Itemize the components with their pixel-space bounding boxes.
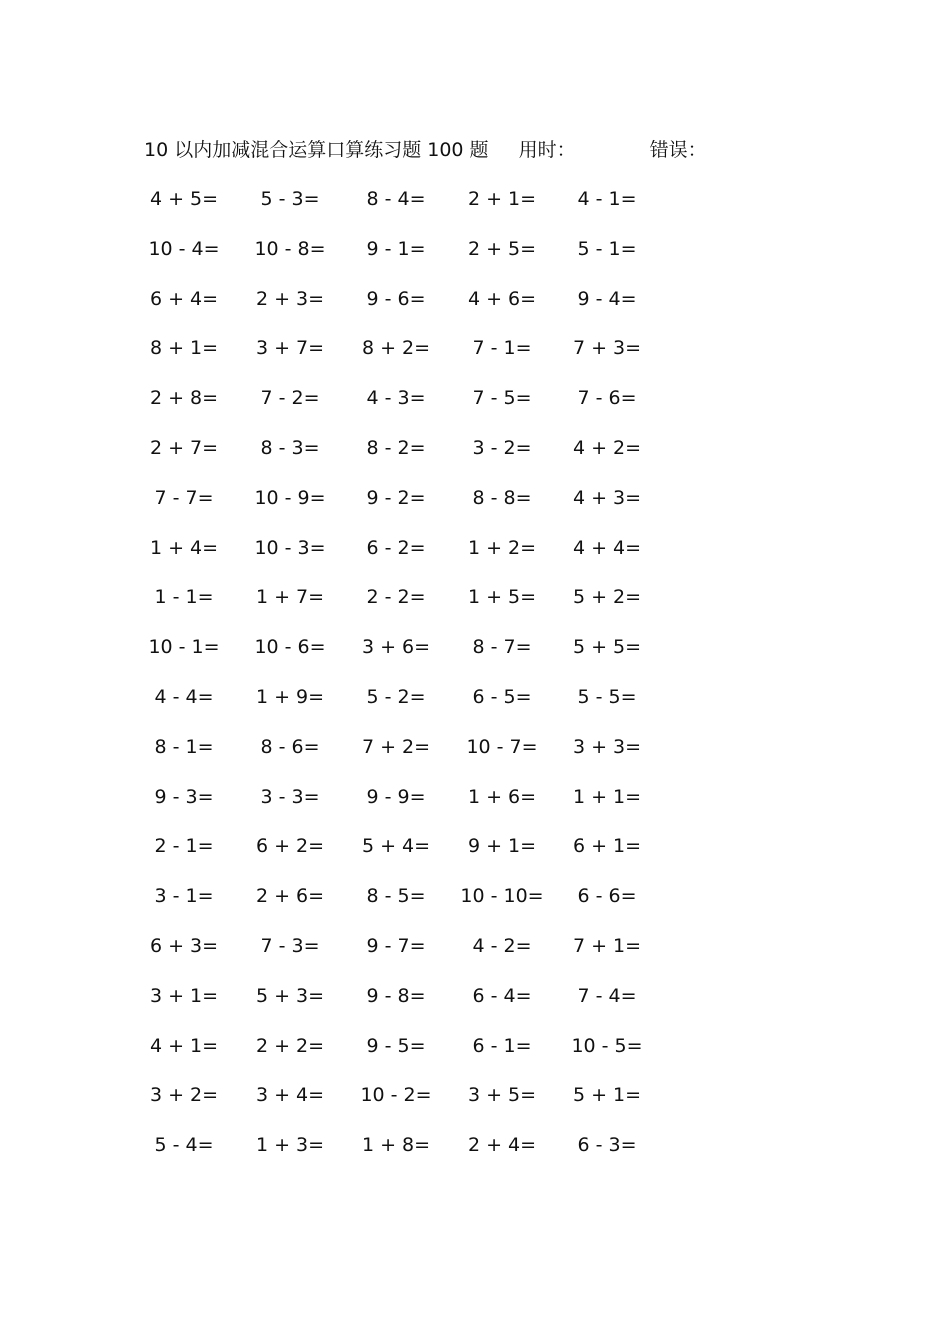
problem-item: 2 + 6= <box>255 885 325 908</box>
problem-item: 1 + 8= <box>361 1134 431 1157</box>
problem-item: 10 - 3= <box>254 536 326 559</box>
problem-item: 1 - 1= <box>154 586 214 609</box>
problem-item: 8 - 1= <box>154 735 214 758</box>
problem-item: 8 - 5= <box>366 885 426 908</box>
problem-row <box>0 932 950 982</box>
problem-row <box>0 882 950 932</box>
problem-row <box>0 384 950 434</box>
problem-item: 3 + 5= <box>467 1084 537 1107</box>
problem-item: 9 + 1= <box>467 835 537 858</box>
problem-row <box>0 434 950 484</box>
problem-item: 2 + 1= <box>467 188 537 210</box>
problem-item: 4 - 2= <box>472 934 532 957</box>
problem-item: 4 + 2= <box>572 436 642 459</box>
problem-item: 10 - 2= <box>360 1084 432 1107</box>
problem-item: 9 - 6= <box>366 287 426 310</box>
problem-row <box>0 334 950 384</box>
problem-item: 3 - 2= <box>472 436 532 459</box>
problem-item: 4 + 6= <box>467 287 537 310</box>
problem-item: 1 + 3= <box>255 1134 325 1157</box>
problem-item: 2 + 3= <box>255 287 325 310</box>
problem-item: 10 - 9= <box>254 486 326 509</box>
worksheet-title: 10 以内加减混合运算口算练习题 100 题 <box>144 139 489 161</box>
problem-item: 9 - 3= <box>154 785 214 808</box>
problem-item: 1 + 9= <box>255 685 325 708</box>
problem-item: 2 + 5= <box>467 237 537 260</box>
problem-item: 1 + 5= <box>467 586 537 609</box>
problem-item: 5 - 2= <box>366 685 426 708</box>
problem-item: 6 - 5= <box>472 685 532 708</box>
problem-item: 6 - 3= <box>577 1134 637 1157</box>
problem-item: 1 + 2= <box>467 536 537 559</box>
problem-item: 7 - 5= <box>472 387 532 410</box>
problem-row <box>0 484 950 534</box>
problem-item: 8 + 2= <box>361 337 431 360</box>
problem-item: 4 + 1= <box>149 1034 219 1057</box>
problem-row <box>0 1032 950 1082</box>
problem-item: 2 + 7= <box>149 436 219 459</box>
problem-row <box>0 583 950 633</box>
problem-row <box>0 832 950 882</box>
problem-item: 2 + 4= <box>467 1134 537 1157</box>
problem-item: 4 - 3= <box>366 387 426 410</box>
problem-item: 7 - 3= <box>260 934 320 957</box>
problem-item: 8 - 7= <box>472 636 532 659</box>
problem-item: 9 - 5= <box>366 1034 426 1057</box>
problem-item: 9 - 7= <box>366 934 426 957</box>
problem-item: 7 - 2= <box>260 387 320 410</box>
problem-item: 2 + 2= <box>255 1034 325 1057</box>
problem-row <box>0 285 950 335</box>
problem-item: 6 - 4= <box>472 984 532 1007</box>
problem-item: 9 - 4= <box>577 287 637 310</box>
problem-item: 7 - 1= <box>472 337 532 360</box>
problem-row <box>0 1131 950 1181</box>
problem-item: 6 - 1= <box>472 1034 532 1057</box>
problem-item: 9 - 1= <box>366 237 426 260</box>
problem-item: 7 - 6= <box>577 387 637 410</box>
problem-item: 1 + 6= <box>467 785 537 808</box>
problem-item: 7 + 1= <box>572 934 642 957</box>
problem-item: 6 + 1= <box>572 835 642 858</box>
problem-item: 8 - 8= <box>472 486 532 509</box>
problem-item: 6 + 3= <box>149 934 219 957</box>
problem-item: 9 - 8= <box>366 984 426 1007</box>
problem-row <box>0 783 950 833</box>
problem-item: 6 + 2= <box>255 835 325 858</box>
problem-item: 3 + 7= <box>255 337 325 360</box>
problem-item: 9 - 9= <box>366 785 426 808</box>
problem-item: 1 + 4= <box>149 536 219 559</box>
problem-item: 8 - 2= <box>366 436 426 459</box>
problem-item: 5 - 1= <box>577 237 637 260</box>
problem-item: 8 + 1= <box>149 337 219 360</box>
worksheet-header <box>144 136 707 164</box>
problem-item: 3 - 3= <box>260 785 320 808</box>
problem-item: 3 + 3= <box>572 735 642 758</box>
problem-item: 4 + 4= <box>572 536 642 559</box>
problem-item: 5 + 3= <box>255 984 325 1007</box>
problem-item: 2 - 2= <box>366 586 426 609</box>
problem-row <box>0 982 950 1032</box>
problem-row <box>0 235 950 285</box>
problem-item: 10 - 8= <box>254 237 326 260</box>
problem-item: 10 - 6= <box>254 636 326 659</box>
problem-item: 1 + 1= <box>572 785 642 808</box>
problem-item: 6 - 6= <box>577 885 637 908</box>
problem-item: 2 + 8= <box>149 387 219 410</box>
problem-item: 3 + 6= <box>361 636 431 659</box>
problem-row <box>0 683 950 733</box>
errors-label: 错误： <box>649 139 707 161</box>
problem-row <box>0 1081 950 1131</box>
problem-item: 6 - 2= <box>366 536 426 559</box>
problem-item: 7 + 3= <box>572 337 642 360</box>
problem-item: 10 - 10= <box>460 885 544 908</box>
problem-item: 4 - 1= <box>577 188 637 210</box>
problem-item: 5 + 4= <box>361 835 431 858</box>
problem-item: 8 - 4= <box>366 188 426 210</box>
problem-item: 5 - 5= <box>577 685 637 708</box>
problem-item: 3 + 2= <box>149 1084 219 1107</box>
problem-grid <box>0 185 950 1181</box>
problem-item: 8 - 3= <box>260 436 320 459</box>
problem-item: 2 - 1= <box>154 835 214 858</box>
problem-item: 5 + 5= <box>572 636 642 659</box>
problem-item: 10 - 1= <box>148 636 220 659</box>
problem-item: 3 + 4= <box>255 1084 325 1107</box>
problem-item: 10 - 4= <box>148 237 220 260</box>
problem-item: 3 + 1= <box>149 984 219 1007</box>
problem-item: 8 - 6= <box>260 735 320 758</box>
problem-item: 7 - 4= <box>577 984 637 1007</box>
problem-item: 4 - 4= <box>154 685 214 708</box>
problem-row <box>0 733 950 783</box>
problem-row <box>0 633 950 683</box>
problem-row <box>0 534 950 584</box>
problem-item: 1 + 7= <box>255 586 325 609</box>
problem-row <box>0 185 950 235</box>
time-used-label: 用时： <box>518 139 576 161</box>
problem-item: 6 + 4= <box>149 287 219 310</box>
problem-item: 4 + 5= <box>149 188 219 210</box>
problem-item: 9 - 2= <box>366 486 426 509</box>
problem-item: 5 - 4= <box>154 1134 214 1157</box>
problem-item: 5 - 3= <box>260 188 320 210</box>
problem-item: 3 - 1= <box>154 885 214 908</box>
problem-item: 7 + 2= <box>361 735 431 758</box>
problem-item: 7 - 7= <box>154 486 214 509</box>
problem-item: 5 + 2= <box>572 586 642 609</box>
problem-item: 4 + 3= <box>572 486 642 509</box>
problem-item: 10 - 7= <box>466 735 538 758</box>
problem-item: 10 - 5= <box>571 1034 643 1057</box>
problem-item: 5 + 1= <box>572 1084 642 1107</box>
